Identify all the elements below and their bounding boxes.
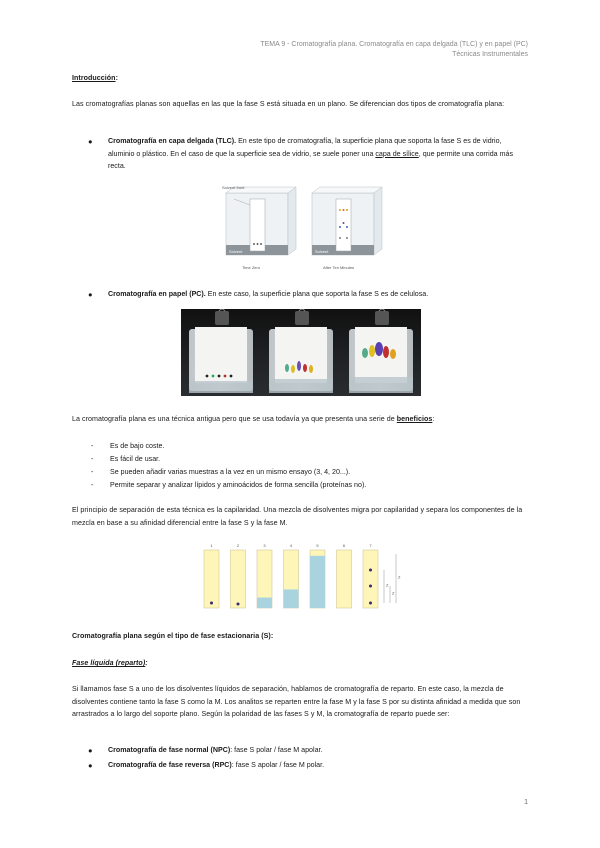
time-zero-caption: Time Zero [242,265,261,270]
liquid-phase-paragraph: Si llamamos fase S a uno de los disolventes líquidos de separación, hablamos de cromatografía de reparto. En este caso, la mezcla de disolventes contiene tanto la fase S como la M. Los analitos se reparten entre la fase M y la fase S por su distinta afinidad a medida que son arrastrados a lo largo del soporte plano. Según la polaridad de las fases S y M, la cromatografía de reparto puede ser: [72,685,521,719]
principle-paragraph: El principio de separación de esta técnica es la capilaridad. Una mezcla de disolventes migra por capilaridad y separa los componentes de la mezcla en base a su afinidad diferencial entre la fase S y la fase M. [72,506,523,527]
tlc-figure [220,183,388,275]
benefit-item: Se pueden añadir varias muestras a la vez en un mismo ensayo (3, 4, 20...). [110,468,351,476]
after-ten-minutes-caption: After Ten Minutes [323,265,355,270]
liquid-phase-heading: Fase líquida (reparto) [72,659,146,667]
chromatography-strip [231,550,246,608]
silica-layer-term: capa de sílice [375,149,419,158]
tlc-description: Cromatografía en capa delgada (TLC). En este tipo de cromatografía, la superficie plana que soporta la fase S es de vidrio, aluminio o plástico. En el caso de que la superficie sea de vidrio, se suele poner una capa de sílice, que permite una corrida más recta. [108,137,514,171]
solvent-front-label: Solvent front [222,185,245,190]
bullet-icon: ● [88,746,93,755]
strip-label: 7 [369,543,372,548]
solvent-label-right: Solvent [315,249,329,254]
chromatography-strip [204,550,219,608]
intro-heading: Introducción [72,74,116,82]
intro-heading-line: Introducción: [72,74,118,82]
strip-label: 4 [289,543,293,548]
strip-label: 6 [342,543,346,548]
solvent-fill [284,589,299,608]
benefits-keyword: beneficios [396,415,433,423]
pc-description: Cromatografía en papel (PC). En este caso, la superficie plana que soporta la fase S es de celulosa. [108,290,429,298]
sample-spot [210,602,213,605]
solvent-fill [257,598,272,608]
paper-chromatography-photo [181,309,421,396]
list-dash: - [91,468,94,476]
intro-paragraph: Las cromatografías planas son aquellas en las que la fase S está situada en un plano. Se diferencian dos tipos de cromatografía plana: [72,100,505,108]
strip-label: 1 [210,543,213,548]
benefits-intro: La cromatografía plana es una técnica antigua pero que se usa todavía ya que presenta una serie de beneficios: [72,415,435,423]
distance-label: Z [386,582,389,588]
benefit-item: Permite separar y analizar lípidos y aminoácidos de forma sencilla (proteínas no). [110,481,367,489]
list-dash: - [91,481,94,489]
distance-label: Z [398,574,401,580]
solvent-label-left: Solvent [229,249,243,254]
separated-spot [369,569,372,572]
tlc-tank-after-ten-minutes [312,187,382,255]
bullet-icon: ● [88,137,93,146]
capillary-figure [198,542,408,612]
sample-spot [237,603,240,606]
header-title: TEMA 9 - Cromatografía plana. Cromatografía en capa delgada (TLC) y en papel (PC) [260,41,528,48]
list-dash: - [91,455,94,463]
strip-label: 2 [236,543,240,548]
npc-item: Cromatografía de fase normal (NPC): fase S polar / fase M apolar. [108,746,323,754]
liquid-phase-heading-line: Fase líquida (reparto): [72,659,148,667]
header-subtitle: Técnicas Instrumentales [452,51,528,58]
tlc-tank-time-zero [226,187,296,255]
page-number: 1 [524,799,528,806]
separated-spot [369,585,372,588]
origin-spot [369,602,372,605]
chromatography-strip [363,550,378,608]
benefit-item: Es de bajo coste. [110,442,165,450]
distance-label: Z [392,590,395,596]
benefit-item: Es fácil de usar. [110,455,161,463]
bullet-icon: ● [88,290,93,299]
chromatography-strip [337,550,352,608]
solvent-fill [310,556,325,608]
bullet-icon: ● [88,761,93,770]
strip-label: 3 [263,543,266,548]
rpc-item: Cromatografía de fase reversa (RPC): fase S apolar / fase M polar. [108,761,325,769]
strip-label: 5 [316,543,319,548]
list-dash: - [91,442,94,450]
stationary-heading: Cromatografía plana según el tipo de fase estacionaria (S): [72,632,274,640]
